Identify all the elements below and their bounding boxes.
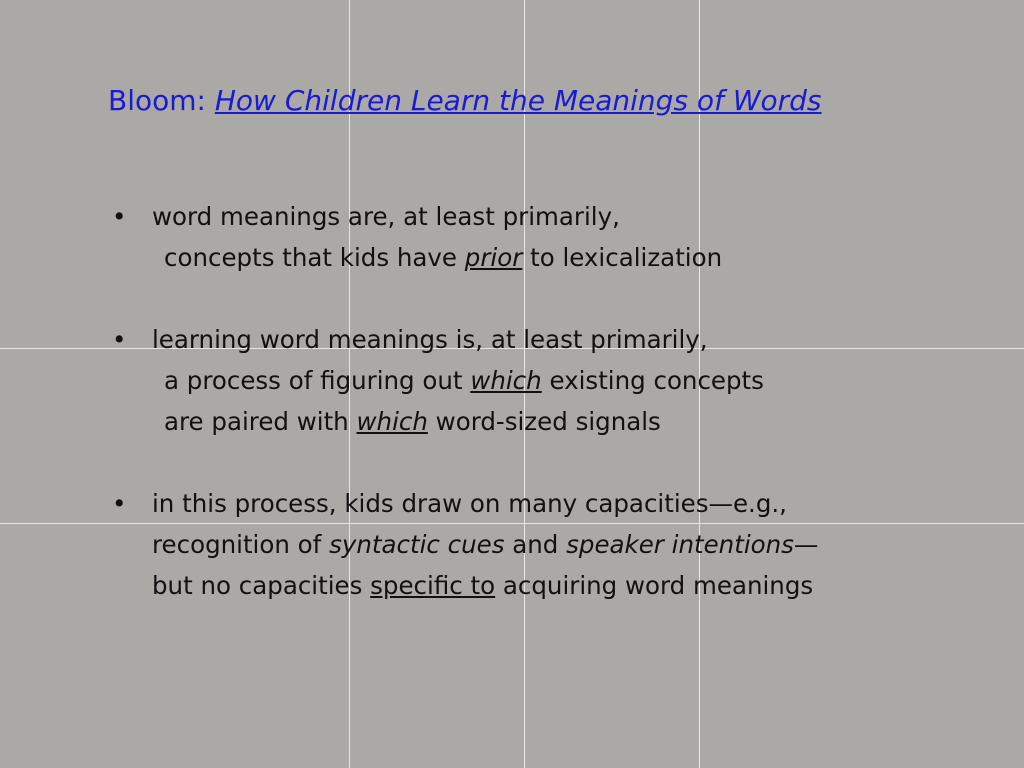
title-link[interactable]: How Children Learn the Meanings of Words <box>214 84 822 117</box>
bullet-line: learning word meanings is, at least primarily, <box>152 325 708 354</box>
emphasis-text: prior <box>464 243 523 272</box>
text-span: are paired with <box>164 407 357 436</box>
bullet-dot-icon: • <box>112 325 127 354</box>
bullet-line <box>152 360 988 401</box>
text-span: to lexicalization <box>522 243 723 272</box>
text-span: a process of figuring out <box>164 366 471 395</box>
bullet-line: word meanings are, at least primarily, <box>152 202 620 231</box>
text-span: acquiring word meanings <box>495 571 814 600</box>
title-prefix: Bloom: <box>108 84 215 117</box>
bullet-line <box>152 401 988 442</box>
bullet-item <box>108 483 988 606</box>
emphasis-text: which <box>356 407 428 436</box>
bullet-line <box>152 237 988 278</box>
emphasis-text: speaker intentions <box>566 530 794 559</box>
bullet-line <box>152 565 988 606</box>
underlined-text: specific to <box>370 571 496 600</box>
bullet-item <box>108 196 988 278</box>
bullet-item <box>108 319 988 442</box>
bullet-line <box>152 524 988 565</box>
bullet-line: in this process, kids draw on many capacities—e.g., <box>152 489 787 518</box>
text-span: concepts that kids have <box>164 243 465 272</box>
text-span: but no capacities <box>152 571 371 600</box>
emphasis-text: which <box>470 366 542 395</box>
bullet-dot-icon: • <box>112 489 127 518</box>
text-span: and <box>504 530 567 559</box>
text-span: word-sized signals <box>427 407 661 436</box>
text-span: — <box>793 530 819 559</box>
emphasis-text: syntactic cues <box>329 530 505 559</box>
bullet-list <box>108 196 988 647</box>
bullet-dot-icon: • <box>112 202 127 231</box>
text-span: recognition of <box>152 530 330 559</box>
text-span: existing concepts <box>541 366 764 395</box>
slide-title <box>108 84 988 117</box>
